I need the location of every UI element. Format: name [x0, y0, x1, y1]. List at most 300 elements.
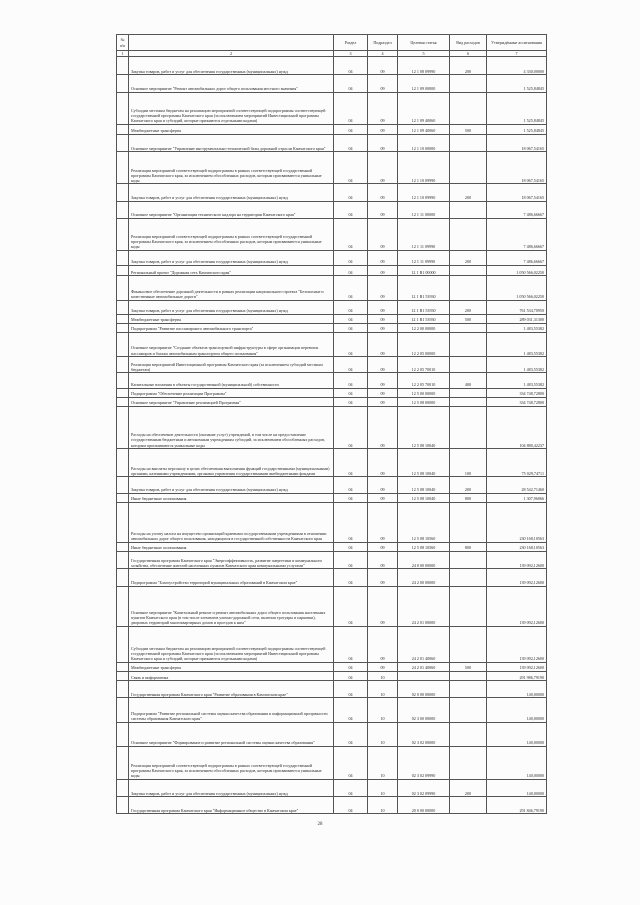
subsection-code: 10: [368, 722, 398, 746]
expense-type-code: 100: [450, 449, 487, 477]
expense-type-code: 200: [450, 57, 487, 75]
target-article-code: 02 3 02 09990: [398, 780, 450, 797]
expense-type-code: [450, 75, 487, 92]
budget-table: [116, 34, 547, 814]
expense-name: Расходы на выплаты персоналу в целях обеспечения выполнения функций государственными (муниципальными) органами, казенными учреждениями, органами управления государственными внебюджетными фондами: [129, 449, 334, 477]
table-row: [117, 780, 547, 797]
section-code: 04: [334, 681, 368, 698]
expense-type-code: [450, 333, 487, 357]
section-code: 04: [334, 698, 368, 722]
expense-type-code: 200: [450, 477, 487, 493]
subsection-code: 09: [368, 407, 398, 449]
expense-name: Иные бюджетные ассигнования: [129, 542, 334, 551]
table-row: [117, 569, 547, 586]
subsection-code: 09: [368, 542, 398, 551]
amount-value: 139 092,12600: [487, 586, 547, 626]
section-code: 04: [334, 407, 368, 449]
column-number: 2: [129, 51, 334, 57]
subsection-code: 09: [368, 201, 398, 218]
expense-name: Межбюджетные трансферты: [129, 314, 334, 323]
target-article-code: 12 5 08 10040: [398, 407, 450, 449]
target-article-code: [398, 672, 450, 681]
table-row: [117, 152, 547, 184]
subsection-code: 10: [368, 681, 398, 698]
expense-type-code: 500: [450, 662, 487, 671]
section-code: 04: [334, 626, 368, 662]
expense-type-code: [450, 698, 487, 722]
section-code: 04: [334, 135, 368, 152]
expense-type-code: [450, 357, 487, 373]
subsection-code: 10: [368, 780, 398, 797]
expense-type-code: [450, 626, 487, 662]
target-article-code: 12 1 09 40060: [398, 124, 450, 134]
expense-name: Государственная программа Камчатского края "Развитие образования в Камчатском крае": [129, 681, 334, 698]
table-row: [117, 250, 547, 265]
amount-value: 230 168,10563: [487, 502, 547, 542]
table-row: [117, 124, 547, 134]
table-row: [117, 300, 547, 314]
table-row: [117, 407, 547, 449]
amount-value: 1 525,84845: [487, 124, 547, 134]
target-article-code: 12 5 08 10040: [398, 493, 450, 502]
table-row: [117, 218, 547, 250]
row-number: [117, 698, 129, 722]
row-number: [117, 397, 129, 406]
target-article-code: 12 5 08 10040: [398, 477, 450, 493]
subsection-code: 09: [368, 276, 398, 300]
expense-type-code: [450, 569, 487, 586]
expense-name: Межбюджетные трансферты: [129, 124, 334, 134]
subsection-code: 10: [368, 746, 398, 779]
subsection-code: 09: [368, 502, 398, 542]
subsection-code: 09: [368, 266, 398, 276]
section-code: 04: [334, 780, 368, 797]
expense-name: Реализация мероприятий соответствующей подпрограммы в рамках соответствующей государственной программы Камчатского края, за исключением обособленных расходов, которым присваиваются уникальные коды: [129, 746, 334, 779]
amount-value: 1 483,55382: [487, 373, 547, 388]
section-code: 04: [334, 357, 368, 373]
expense-name: Государственная программа Камчатского края "Информационное общество в Камчатском крае": [129, 797, 334, 814]
section-code: 04: [334, 57, 368, 75]
section-code: 04: [334, 314, 368, 323]
target-article-code: 12 1 10 09990: [398, 184, 450, 201]
target-article-code: 12 1 09 00000: [398, 75, 450, 92]
subsection-code: 09: [368, 477, 398, 493]
section-code: 04: [334, 373, 368, 388]
target-article-code: 12 1 R1 53930: [398, 314, 450, 323]
header-razdel: Раздел: [334, 35, 368, 51]
table-row: [117, 477, 547, 493]
expense-name: Закупка товаров, работ и услуг для обеспечения государственных (муниципальных) нужд: [129, 300, 334, 314]
table-row: [117, 266, 547, 276]
target-article-code: 12 1 R1 53930: [398, 276, 450, 300]
amount-value: 4 330,00000: [487, 57, 547, 75]
table-row: [117, 184, 547, 201]
table-row: [117, 333, 547, 357]
subsection-code: 09: [368, 552, 398, 569]
amount-value: 139 092,12600: [487, 552, 547, 569]
column-number: 3: [334, 51, 368, 57]
header-number: № п/п: [117, 35, 129, 51]
amount-value: 7 486,66667: [487, 250, 547, 265]
expense-type-code: 200: [450, 780, 487, 797]
expense-type-code: [450, 276, 487, 300]
row-number: [117, 373, 129, 388]
target-article-code: 12 1 11 09990: [398, 218, 450, 250]
table-row: [117, 672, 547, 681]
table-header-row: [117, 35, 547, 51]
table-row: [117, 542, 547, 551]
expense-type-code: [450, 92, 487, 124]
expense-type-code: [450, 152, 487, 184]
row-number: [117, 477, 129, 493]
section-code: 04: [334, 449, 368, 477]
section-code: 04: [334, 323, 368, 332]
row-number: [117, 266, 129, 276]
expense-type-code: [450, 797, 487, 814]
column-number: 5: [398, 51, 450, 57]
expense-type-code: 200: [450, 184, 487, 201]
amount-value: 230 168,10563: [487, 542, 547, 551]
table-row: [117, 797, 547, 814]
amount-value: 139 092,12600: [487, 569, 547, 586]
table-row: [117, 201, 547, 218]
section-code: 04: [334, 184, 368, 201]
row-number: [117, 388, 129, 397]
expense-name: Подпрограмма "Развитие региональной системы оценки качества образования и информационной прозрачности системы образования Камчатского края": [129, 698, 334, 722]
row-number: [117, 722, 129, 746]
target-article-code: 12 1 11 09990: [398, 250, 450, 265]
amount-value: 289 031,31300: [487, 314, 547, 323]
target-article-code: 02 3 02 00000: [398, 722, 450, 746]
expense-type-code: [450, 672, 487, 681]
target-article-code: 24 2 00 00000: [398, 569, 450, 586]
table-body: [117, 57, 547, 814]
column-number: 1: [117, 51, 129, 57]
column-number: 6: [450, 51, 487, 57]
expense-type-code: [450, 722, 487, 746]
expense-name: Региональный проект "Дорожная сеть Камчатского края": [129, 266, 334, 276]
target-article-code: 02 3 02 09990: [398, 746, 450, 779]
section-code: 04: [334, 722, 368, 746]
section-code: 04: [334, 477, 368, 493]
row-number: [117, 135, 129, 152]
expense-name: Основное мероприятие "Формирование и развитие региональной системы оценки качества образования": [129, 722, 334, 746]
section-code: 04: [334, 662, 368, 671]
expense-type-code: [450, 266, 487, 276]
target-article-code: 12 1 08 09990: [398, 57, 450, 75]
section-code: 04: [334, 552, 368, 569]
target-article-code: 12 1 09 40060: [398, 92, 450, 124]
target-article-code: 24 2 01 40060: [398, 662, 450, 671]
section-code: 04: [334, 92, 368, 124]
target-article-code: 12 2 05 00000: [398, 333, 450, 357]
expense-type-code: [450, 323, 487, 332]
amount-value: 18 067,54165: [487, 135, 547, 152]
expense-name: Основное мероприятие "Управление инструментально-технической базы дорожной отрасли Камчатского края": [129, 135, 334, 152]
subsection-code: 09: [368, 569, 398, 586]
subsection-code: 09: [368, 323, 398, 332]
expense-type-code: [450, 502, 487, 542]
expense-name: Подпрограмма "Обеспечение реализации Программы": [129, 388, 334, 397]
subsection-code: 09: [368, 135, 398, 152]
table-row: [117, 552, 547, 569]
expense-name: Закупка товаров, работ и услуг для обеспечения государственных (муниципальных) нужд: [129, 184, 334, 201]
row-number: [117, 250, 129, 265]
table-row: [117, 373, 547, 388]
row-number: [117, 681, 129, 698]
row-number: [117, 662, 129, 671]
amount-value: 1 483,55382: [487, 333, 547, 357]
expense-type-code: [450, 397, 487, 406]
row-number: [117, 357, 129, 373]
row-number: [117, 586, 129, 626]
column-number: 4: [368, 51, 398, 57]
target-article-code: 12 2 05 70010: [398, 373, 450, 388]
amount-value: 18 067,54165: [487, 152, 547, 184]
target-article-code: 02 3 00 00000: [398, 698, 450, 722]
expense-name: Реализация мероприятий Инвестиционной программы Камчатского края (за исключением субсидий местным бюджетам): [129, 357, 334, 373]
section-code: 04: [334, 569, 368, 586]
amount-value: 7 486,66667: [487, 218, 547, 250]
target-article-code: 12 1 R1 53930: [398, 300, 450, 314]
subsection-code: 09: [368, 493, 398, 502]
expense-type-code: 500: [450, 124, 487, 134]
amount-value: 1 050 566,02250: [487, 266, 547, 276]
amount-value: 761 534,70950: [487, 300, 547, 314]
section-code: 04: [334, 333, 368, 357]
amount-value: 140,00000: [487, 746, 547, 779]
row-number: [117, 780, 129, 797]
table-row: [117, 57, 547, 75]
row-number: [117, 92, 129, 124]
header-expense-type: Вид расходов: [450, 35, 487, 51]
row-number: [117, 449, 129, 477]
subsection-code: 09: [368, 75, 398, 92]
subsection-code: 10: [368, 797, 398, 814]
section-code: 04: [334, 746, 368, 779]
expense-name: Закупка товаров, работ и услуг для обеспечения государственных (муниципальных) нужд: [129, 57, 334, 75]
section-code: 04: [334, 266, 368, 276]
expense-type-code: 200: [450, 250, 487, 265]
section-code: 04: [334, 75, 368, 92]
header-name: [129, 35, 334, 51]
expense-type-code: [450, 746, 487, 779]
row-number: [117, 124, 129, 134]
subsection-code: 10: [368, 672, 398, 681]
header-target-article: Целевая статья: [398, 35, 450, 51]
subsection-code: 09: [368, 124, 398, 134]
row-number: [117, 542, 129, 551]
table-row: [117, 746, 547, 779]
page-number: 28: [317, 822, 323, 827]
row-number: [117, 57, 129, 75]
target-article-code: 20 0 00 00000: [398, 797, 450, 814]
amount-value: 291 986,79190: [487, 672, 547, 681]
expense-name: Капитальные вложения в объекты государственной (муниципальной) собственности: [129, 373, 334, 388]
target-article-code: 12 1 10 09990: [398, 152, 450, 184]
expense-type-code: [450, 407, 487, 449]
amount-value: 140,00000: [487, 780, 547, 797]
expense-type-code: 800: [450, 542, 487, 551]
target-article-code: 24 0 00 00000: [398, 552, 450, 569]
expense-type-code: [450, 552, 487, 569]
expense-name: Субсидии местным бюджетам на реализацию мероприятий соответствующей подпрограммы соответствующей государственной программы Камчатского края (за исключением мероприятий Инвестиционной программы Камчатского края и субсидий, которые признаются отдельными кодами): [129, 626, 334, 662]
section-code: 04: [334, 797, 368, 814]
target-article-code: 12 5 08 00000: [398, 397, 450, 406]
target-article-code: 12 1 11 00000: [398, 201, 450, 218]
expense-type-code: [450, 201, 487, 218]
section-code: 04: [334, 201, 368, 218]
table-row: [117, 276, 547, 300]
expense-name: Закупка товаров, работ и услуг для обеспечения государственных (муниципальных) нужд: [129, 250, 334, 265]
expense-name: Закупка товаров, работ и услуг для обеспечения государственных (муниципальных) нужд: [129, 477, 334, 493]
row-number: [117, 300, 129, 314]
table-row: [117, 502, 547, 542]
expense-name: Реализация мероприятий соответствующей подпрограммы в рамках соответствующей государственной программы Камчатского края, за исключением обособленных расходов, которым присваиваются уникальные коды: [129, 218, 334, 250]
section-code: 04: [334, 586, 368, 626]
expense-name: Иные бюджетные ассигнования: [129, 493, 334, 502]
row-number: [117, 797, 129, 814]
expense-type-code: [450, 681, 487, 698]
table-row: [117, 135, 547, 152]
row-number: [117, 152, 129, 184]
subsection-code: 09: [368, 184, 398, 201]
section-code: 04: [334, 493, 368, 502]
subsection-code: 09: [368, 314, 398, 323]
row-number: [117, 493, 129, 502]
row-number: [117, 333, 129, 357]
row-number: [117, 314, 129, 323]
table-row: [117, 698, 547, 722]
subsection-code: 09: [368, 152, 398, 184]
expense-name: Расходы на уплату налога на имущество организаций краевыми государственными учреждениями в отношении автомобильных дорог общего пользования, находящихся в государственной собственности Камчатского края: [129, 502, 334, 542]
target-article-code: 24 2 01 00000: [398, 586, 450, 626]
amount-value: 140,00000: [487, 698, 547, 722]
row-number: [117, 201, 129, 218]
expense-type-code: [450, 586, 487, 626]
target-article-code: 12 5 08 10040: [398, 449, 450, 477]
column-number: 7: [487, 51, 547, 57]
table-row: [117, 662, 547, 671]
expense-name: Основное мероприятие "Управление реализацией Программы": [129, 397, 334, 406]
expense-name: Закупка товаров, работ и услуг для обеспечения государственных (муниципальных) нужд: [129, 780, 334, 797]
expense-name: Расходы на обеспечение деятельности (оказание услуг) учреждений, в том числе на предоставление государственным бюджетным и автономным учреждениям субсидий, за исключением обособленных расходов, которым присваиваются уникальные коды: [129, 407, 334, 449]
subsection-code: 09: [368, 333, 398, 357]
expense-name: Подпрограмма "Благоустройство территорий муниципальных образований в Камчатском крае": [129, 569, 334, 586]
table-row: [117, 92, 547, 124]
amount-value: 1 525,84845: [487, 75, 547, 92]
amount-value: 139 092,12600: [487, 662, 547, 671]
header-podrazdel: Подраздел: [368, 35, 398, 51]
header-amount: Утверждённые ассигнования: [487, 35, 547, 51]
expense-name: Государственная программа Камчатского края "Энергоэффективность, развитие энергетики и коммунального хозяйства, обеспечение жителей населенных пунктов Камчатского края коммунальными услугами": [129, 552, 334, 569]
expense-type-code: 800: [450, 493, 487, 502]
subsection-code: 09: [368, 250, 398, 265]
target-article-code: 12 1 R1 00000: [398, 266, 450, 276]
row-number: [117, 746, 129, 779]
table-row: [117, 722, 547, 746]
expense-name: Межбюджетные трансферты: [129, 662, 334, 671]
subsection-code: 09: [368, 449, 398, 477]
row-number: [117, 276, 129, 300]
row-number: [117, 75, 129, 92]
amount-value: 1 050 566,02250: [487, 276, 547, 300]
expense-type-code: 200: [450, 300, 487, 314]
table-row: [117, 314, 547, 323]
expense-name: Основное мероприятие "Капитальный ремонт и ремонт автомобильных дорог общего пользования населенных пунктов Камчатского края (в том числе элементов улично-дорожной сети, включая тротуары и парковки), дворовых территорий многоквартирных домов и проездов к ним": [129, 586, 334, 626]
row-number: [117, 569, 129, 586]
row-number: [117, 502, 129, 542]
row-number: [117, 184, 129, 201]
amount-value: 104 880,42237: [487, 407, 547, 449]
amount-value: 140,00000: [487, 722, 547, 746]
expense-name: Основное мероприятие "Ремонт автомобильных дорог общего пользования местного значения": [129, 75, 334, 92]
amount-value: 140,00000: [487, 681, 547, 698]
section-code: 04: [334, 124, 368, 134]
subsection-code: 09: [368, 57, 398, 75]
row-number: [117, 407, 129, 449]
amount-value: 1 525,84845: [487, 92, 547, 124]
section-code: 04: [334, 542, 368, 551]
subsection-code: 09: [368, 586, 398, 626]
row-number: [117, 626, 129, 662]
target-article-code: 02 0 00 00000: [398, 681, 450, 698]
section-code: 04: [334, 672, 368, 681]
section-code: 04: [334, 397, 368, 406]
amount-value: 291 846,79190: [487, 797, 547, 814]
expense-name: Подпрограмма "Развитие пассажирского автомобильного транспорта": [129, 323, 334, 332]
subsection-code: 10: [368, 698, 398, 722]
table-row: [117, 323, 547, 332]
amount-value: 1 483,55382: [487, 323, 547, 332]
table-row: [117, 397, 547, 406]
amount-value: 334 748,72800: [487, 388, 547, 397]
expense-type-code: [450, 218, 487, 250]
subsection-code: 09: [368, 300, 398, 314]
subsection-code: 09: [368, 373, 398, 388]
row-number: [117, 552, 129, 569]
row-number: [117, 218, 129, 250]
amount-value: 7 486,66667: [487, 201, 547, 218]
target-article-code: 12 2 00 00000: [398, 323, 450, 332]
subsection-code: 09: [368, 218, 398, 250]
target-article-code: 12 5 08 10560: [398, 502, 450, 542]
subsection-code: 09: [368, 397, 398, 406]
section-code: 04: [334, 502, 368, 542]
target-article-code: 12 5 00 00000: [398, 388, 450, 397]
target-article-code: 24 2 01 40060: [398, 626, 450, 662]
expense-name: Субсидии местным бюджетам на реализацию мероприятий соответствующей подпрограммы соответствующей государственной программы Камчатского края (за исключением мероприятий Инвестиционной программы Камчатского края и субсидий, которые признаются отдельными кодами): [129, 92, 334, 124]
table-row: [117, 388, 547, 397]
amount-value: 1 483,55382: [487, 357, 547, 373]
target-article-code: 12 1 10 00000: [398, 135, 450, 152]
section-code: 04: [334, 250, 368, 265]
table-row: [117, 493, 547, 502]
subsection-code: 09: [368, 357, 398, 373]
expense-name: Реализация мероприятий соответствующей подпрограммы в рамках соответствующей государственной программы Камчатского края, за исключением обособленных расходов, которым присваиваются уникальные коды: [129, 152, 334, 184]
section-code: 04: [334, 152, 368, 184]
expense-name: Основное мероприятие "Организация технического надзора на территории Камчатского края": [129, 201, 334, 218]
expense-type-code: 500: [450, 314, 487, 323]
amount-value: 1 307,96066: [487, 493, 547, 502]
table-row: [117, 449, 547, 477]
expense-name: Основное мероприятие "Создание объектов транспортной инфраструктуры в сфере организации перевозок пассажиров и багажа автомобильным транспортом общего пользования": [129, 333, 334, 357]
table-row: [117, 357, 547, 373]
table-row: [117, 75, 547, 92]
expense-type-code: 400: [450, 373, 487, 388]
amount-value: 139 092,12600: [487, 626, 547, 662]
subsection-code: 09: [368, 388, 398, 397]
